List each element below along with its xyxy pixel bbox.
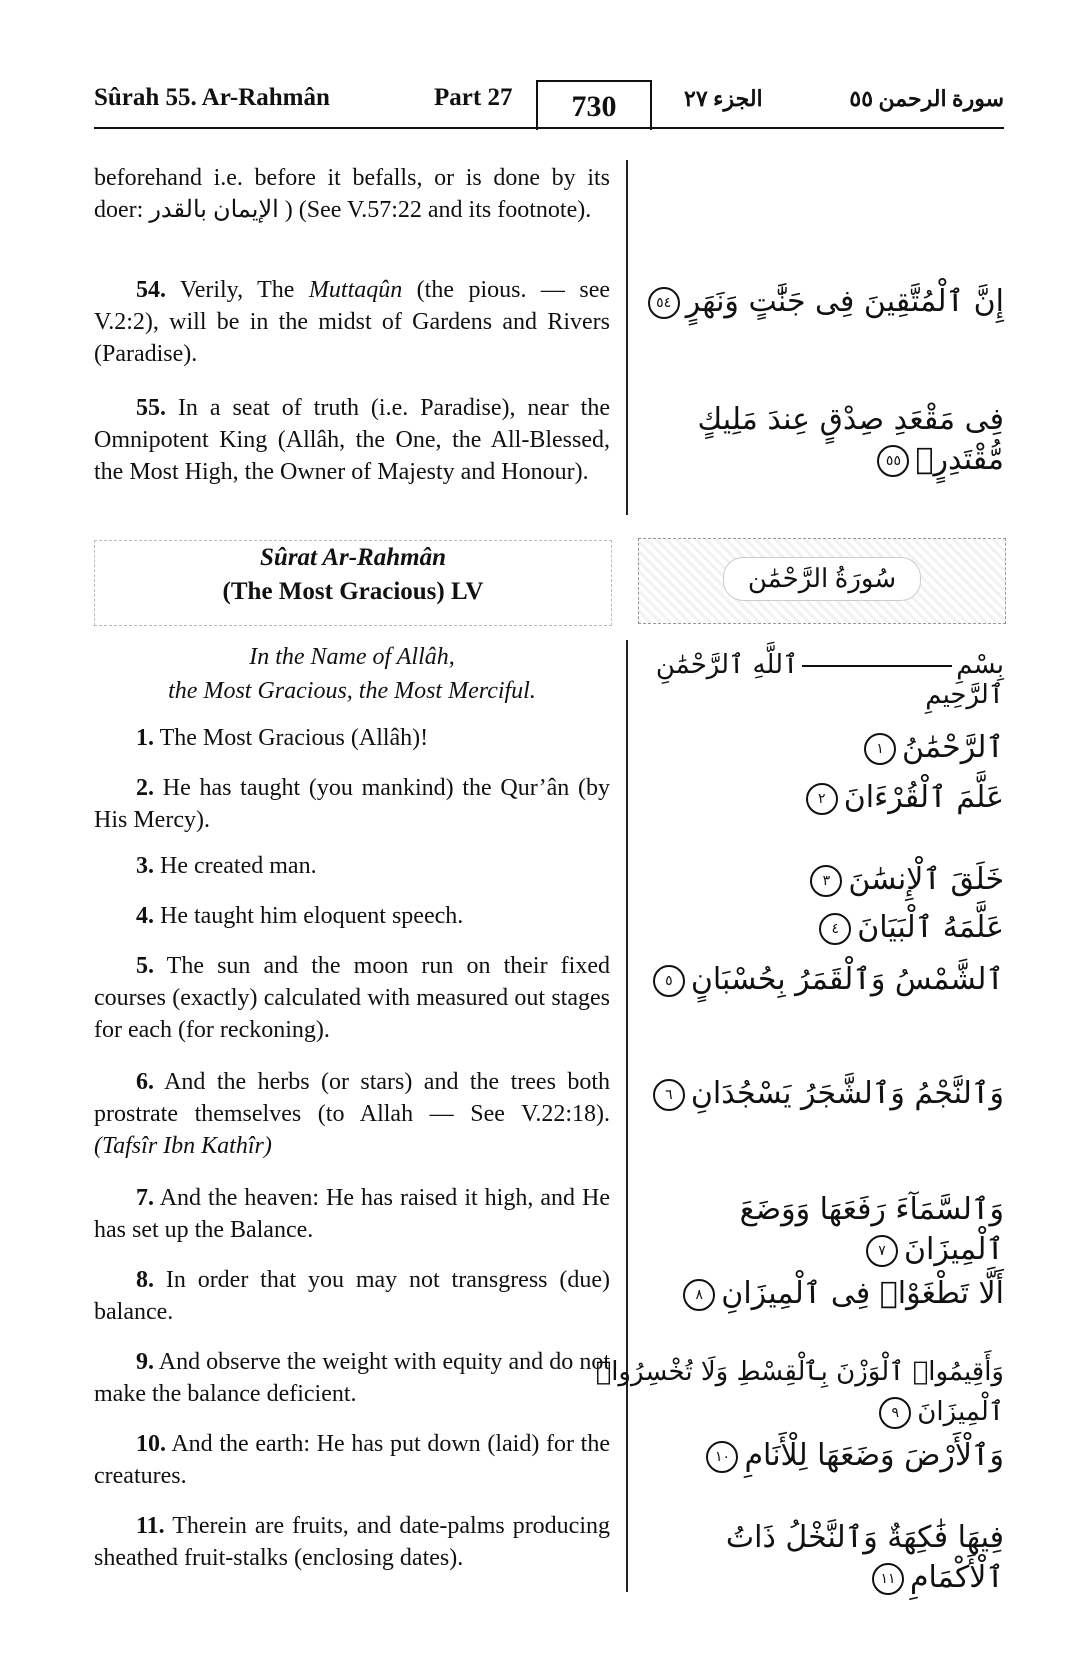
verse-1-arabic: ٱلرَّحْمَٰنُ١ [644, 728, 1004, 768]
verse-marker: ٤ [819, 913, 851, 945]
page-number: 730 [536, 80, 652, 130]
verse-8-arabic: أَلَّا تَطْغَوْا۟ فِى ٱلْمِيزَانِ٨ [644, 1274, 1004, 1314]
verse-marker: ١ [864, 733, 896, 765]
verse-marker: ١٠ [706, 1441, 738, 1473]
continuation-text: beforehand i.e. before it befalls, or is done by its doer: [94, 165, 610, 223]
verse-9-arabic: وَأَقِيمُوا۟ ٱلْوَزْنَ بِٱلْقِسْطِ وَلَا تُخْسِرُوا۟ ٱلْمِيزَانَ٩ [595, 1357, 1004, 1427]
footnote-continuation [94, 162, 610, 226]
juz-label-arabic: الجزء ٢٧ [684, 86, 763, 111]
verse-10-arabic: وَٱلْأَرْضَ وَضَعَهَا لِلْأَنَامِ١٠ [644, 1436, 1004, 1476]
verse-marker: ٩ [879, 1397, 911, 1429]
verse-marker: ٢ [806, 783, 838, 815]
verse-3-english: 3. He created man. [136, 853, 317, 879]
verse-marker: ٥٥ [877, 445, 909, 477]
verse-4-english: 4. He taught him eloquent speech. [136, 903, 464, 929]
verse-55-english: 55. In a seat of truth (i.e. Paradise), near the Omnipotent King (Allâh, the One, the All-Blessed, the Most High, the Owner of Majesty and Honour). [94, 395, 610, 485]
surah-name-english: Sûrah 55. Ar-Rahmân [94, 84, 330, 111]
verse-2-english: 2. He has taught (you mankind) the Qur’ân (by His Mercy). [94, 775, 610, 833]
verse-5-english: 5. The sun and the moon run on their fixed courses (exactly) calculated with measured out stages for each (for reckoning). [94, 953, 610, 1043]
kashida-line [802, 665, 952, 667]
verse-marker: ٦ [653, 1079, 685, 1111]
arabic-phrase: الإيمان بالقدر [149, 197, 279, 223]
verse-6-arabic: وَٱلنَّجْمُ وَٱلشَّجَرُ يَسْجُدَانِ٦ [644, 1074, 1004, 1114]
verse-marker: ٧ [866, 1235, 898, 1267]
surah-title-line2: (The Most Gracious) LV [222, 578, 484, 605]
verse-1-english: 1. The Most Gracious (Allâh)! [136, 725, 429, 751]
verse-4-arabic: عَلَّمَهُ ٱلْبَيَانَ٤ [644, 908, 1004, 948]
basmala-english: In the Name of Allâh, the Most Gracious, the Most Merciful. [168, 644, 536, 704]
verse-marker: ٥٤ [648, 287, 680, 319]
verse-8-english: 8. In order that you may not transgress (due) balance. [94, 1267, 610, 1325]
verse-6-english: 6. And the herbs (or stars) and the trees both prostrate themselves (to Allah — See V.22:18). (Tafsîr Ibn Kathîr) [94, 1069, 610, 1159]
basmala-arabic: بِسْمِٱللَّهِ ٱلرَّحْمَٰنِ ٱلرَّحِيمِ [655, 650, 1004, 710]
surah-title-arabic: سُورَةُ الرَّحْمَٰن [723, 557, 921, 601]
verse-marker: ١١ [872, 1563, 904, 1595]
column-divider [626, 640, 628, 1592]
verse-55-arabic: فِى مَقْعَدِ صِدْقٍ عِندَ مَلِيكٍ مُّقْتَدِرٍۭ٥٥ [697, 402, 1004, 477]
verse-11-arabic: فِيهَا فَٰكِهَةٌ وَٱلنَّخْلُ ذَاتُ ٱلْأَكْمَامِ١١ [725, 1520, 1004, 1595]
verse-10-english: 10. And the earth: He has put down (laid) for the creatures. [94, 1431, 610, 1489]
verse-3-arabic: خَلَقَ ٱلْإِنسَٰنَ٣ [644, 860, 1004, 900]
verse-7-arabic: وَٱلسَّمَآءَ رَفَعَهَا وَوَضَعَ ٱلْمِيزَانَ٧ [739, 1192, 1004, 1267]
verse-marker: ٨ [683, 1279, 715, 1311]
surah-title [94, 540, 612, 626]
continuation-text: ) (See V.57:22 and its footnote). [284, 197, 592, 223]
surah-title-line1: Sûrat Ar-Rahmân [260, 544, 446, 571]
verse-marker: ٥ [653, 965, 685, 997]
column-divider [626, 160, 628, 515]
page-header [94, 80, 1004, 128]
verse-5-arabic: ٱلشَّمْسُ وَٱلْقَمَرُ بِحُسْبَانٍ٥ [644, 960, 1004, 1000]
part-label: Part 27 [434, 84, 513, 111]
verse-54-arabic: إِنَّ ٱلْمُتَّقِينَ فِى جَنَّٰتٍ وَنَهَرٍ٥٤ [644, 282, 1004, 322]
verse-11-english: 11. Therein are fruits, and date-palms producing sheathed fruit-stalks (enclosing dates). [94, 1513, 610, 1571]
surah-name-arabic: سورة الرحمن ٥٥ [849, 86, 1004, 111]
verse-54-english: 54. Verily, The Muttaqûn (the pious. — see V.2:2), will be in the midst of Gardens and Rivers (Paradise). [94, 277, 611, 367]
surah-title-ornament [638, 538, 1006, 624]
verse-7-english: 7. And the heaven: He has raised it high, and He has set up the Balance. [94, 1185, 610, 1243]
header-rule [94, 127, 1004, 129]
verse-marker: ٣ [810, 865, 842, 897]
verse-2-arabic: عَلَّمَ ٱلْقُرْءَانَ٢ [644, 778, 1004, 818]
verse-9-english: 9. And observe the weight with equity and do not make the balance deficient. [94, 1349, 610, 1407]
